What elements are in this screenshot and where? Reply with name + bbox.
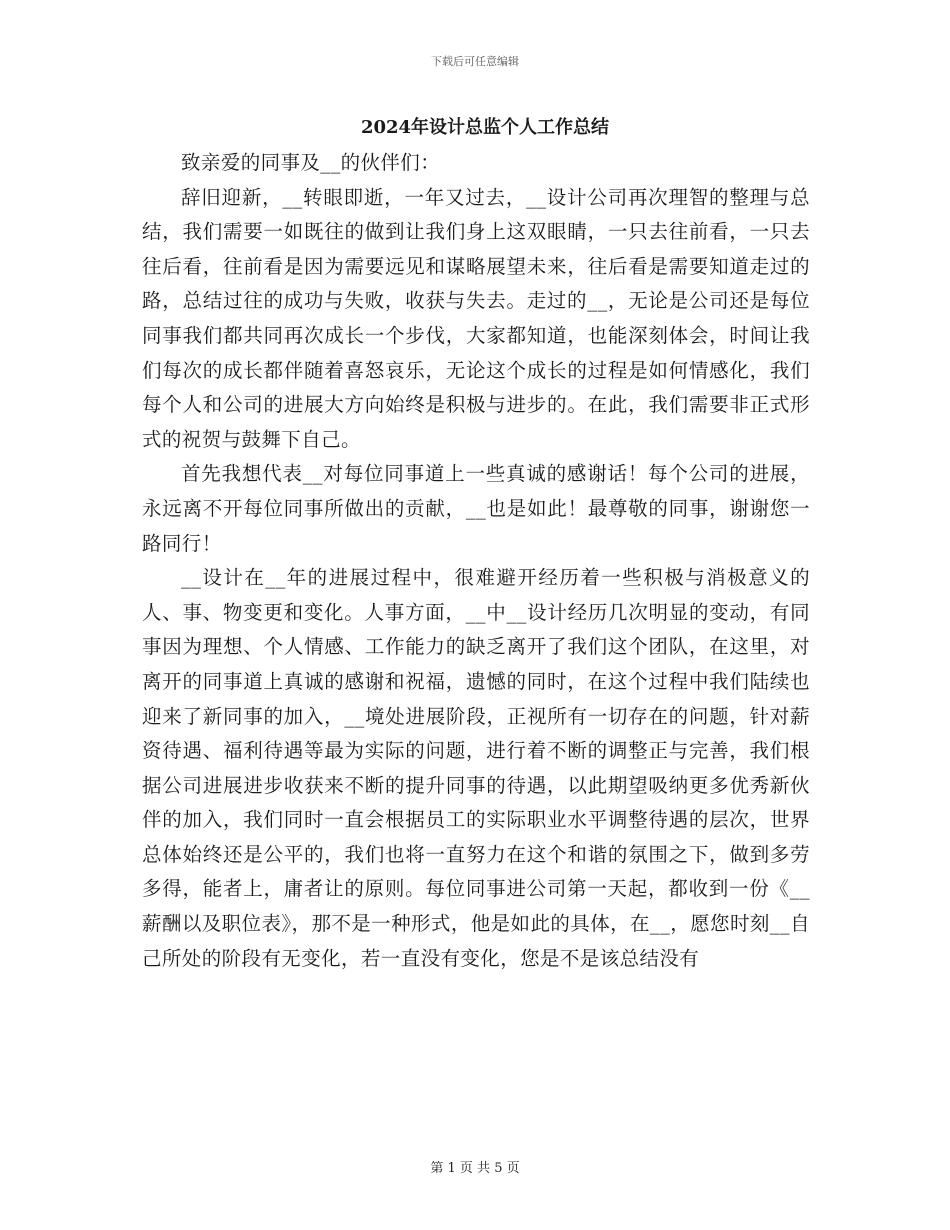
document-title: 2024年设计总监个人工作总结 <box>360 117 610 138</box>
page-footer: 第 1 页 共 5 页 <box>430 1161 520 1176</box>
salutation-paragraph: 致亲爱的同事及__的伙伴们： <box>181 151 441 174</box>
header-note: 下载后可任意编辑 <box>431 55 519 68</box>
body-paragraph: __设计在__年的进展过程中，很难避开经历着一些积极与消极意义的人、事、物变更和变化。人事方面，__中__设计经历几次明显的变动，有同事因为理想、个人情感、工作能力的缺乏离开了我们这个团队，在这里，对离开的同事道上真诚的感谢和祝福，遗憾的同时，在这个过程中我们陆续也迎来了新同事的加入，__境处进展阶段，正视所有一切存在的问题，针对薪资待遇、福利待遇等最为实际的问题，进行着不断的调整正与完善，我们根据公司进展进步收获来不断的提升同事的待遇，以此期望吸纳更多优秀新伙伴的加入，我们同时一直会根据员工的实际职业水平调整待遇的层次，世界总体始终还是公平的，我们也将一直努力在这个和谐的氛围之下，做到多劳多得，能者上，庸者让的原则。每位同事进公司第一天起，都收到一份《__薪酬以及职位表》，那不是一种形式，他是如此的具体，在__，愿您时刻__自己所处的阶段有无变化，若一直没有变化，您是不是该总结没有 <box>142 566 810 970</box>
document-body <box>142 146 810 976</box>
body-paragraph: 首先我想代表__对每位同事道上一些真诚的感谢话！每个公司的进展，永远离不开每位同事所做出的贡献，__也是如此！最尊敬的同事，谢谢您一路同行！ <box>142 462 810 555</box>
body-paragraph: 辞旧迎新，__转眼即逝，一年又过去，__设计公司再次理智的整理与总结，我们需要一如既往的做到让我们身上这双眼睛，一只去往前看，一只去往后看，往前看是因为需要远见和谋略展望未来，往后看是需要知道走过的路，总结过往的成功与失败，收获与失去。走过的__，无论是公司还是每位同事我们都共同再次成长一个步伐，大家都知道，也能深刻体会，时间让我们每次的成长都伴随着喜怒哀乐，无论这个成长的过程是如何情感化，我们每个人和公司的进展大方向始终是积极与进步的。在此，我们需要非正式形式的祝贺与鼓舞下自己。 <box>142 185 810 451</box>
